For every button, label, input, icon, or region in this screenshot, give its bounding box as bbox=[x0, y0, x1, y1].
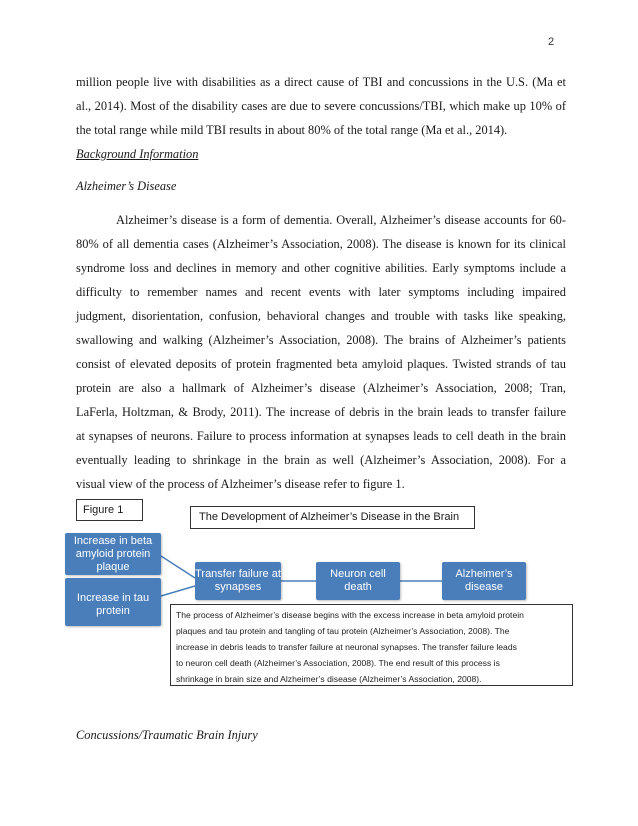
text-line: eventually leading to shrinkage in the brain as well (Alzheimer’s Association, 2008). For a bbox=[76, 453, 566, 467]
section-heading: Background Information bbox=[76, 147, 199, 161]
caption-line: increase in debris leads to transfer failure at neuronal synapses. The transfer failure leads bbox=[176, 642, 517, 652]
box-line: plaque bbox=[96, 561, 130, 573]
text-line: protein are also a hallmark of Alzheimer’s disease (Alzheimer’s Association, 2008; Tran, bbox=[76, 381, 566, 395]
figure-title: The Development of Alzheimer’s Disease in the Brain bbox=[190, 506, 475, 529]
box-neuron-death bbox=[316, 562, 400, 600]
box-text: Increase in tau protein bbox=[76, 592, 150, 617]
box-alzheimers-disease bbox=[442, 562, 526, 600]
text-line: the total range while mild TBI results in about 80% of the total range (Ma et al., 2014). bbox=[76, 123, 508, 137]
caption-line: to neuron cell death (Alzheimer’s Association, 2008). The end result of this process is bbox=[176, 658, 500, 668]
box-text: Transfer failure at synapses bbox=[195, 568, 281, 593]
text-line: syndrome loss and declines in memory and other cognitive abilities. Early symptoms include a bbox=[76, 261, 566, 275]
caption-line: shrinkage in brain size and Alzheimer’s disease (Alzheimer’s Association, 2008). bbox=[176, 674, 482, 684]
box-tau-protein bbox=[65, 578, 161, 626]
box-beta-amyloid bbox=[65, 533, 161, 575]
box-line: amyloid protein bbox=[75, 548, 151, 560]
connector-line bbox=[161, 556, 195, 578]
box-transfer-failure bbox=[195, 562, 281, 600]
box-text: Neuron cell death bbox=[330, 568, 386, 593]
subheading: Alzheimer’s Disease bbox=[76, 179, 177, 193]
text-line: difficulty to remember names and recent events with later symptoms including impaired bbox=[76, 285, 566, 299]
caption-line: The process of Alzheimer’s disease begins with the excess increase in beta amyloid protein bbox=[176, 610, 524, 620]
text-line: visual view of the process of Alzheimer’s disease refer to figure 1. bbox=[76, 477, 405, 491]
text-line: 80% of all dementia cases (Alzheimer’s Association, 2008). The disease is known for its clinical bbox=[76, 237, 566, 251]
text-line: swallowing and walking (Alzheimer’s Association, 2008). The brains of Alzheimer’s patients bbox=[76, 333, 566, 347]
text-line: Alzheimer’s disease is a form of dementia. Overall, Alzheimer’s disease accounts for 60- bbox=[116, 213, 566, 227]
text-line: al., 2014). Most of the disability cases are due to severe concussions/TBI, which make up 10% of bbox=[76, 99, 566, 113]
box-line: Increase in beta bbox=[73, 535, 153, 547]
text-line: LaFerla, Holtzman, & Brody, 2011). The increase of debris in the brain leads to transfer failure bbox=[76, 405, 566, 419]
page-number: 2 bbox=[548, 36, 555, 48]
next-heading: Concussions/Traumatic Brain Injury bbox=[76, 728, 258, 742]
caption-line: plaques and tau protein and tangling of tau protein (Alzheimer’s Association, 2008). The bbox=[176, 626, 510, 636]
text-line: at synapses of neurons. Failure to process information at synapses leads to cell death in the brain bbox=[76, 429, 566, 443]
connector-line bbox=[161, 586, 195, 596]
text-line: million people live with disabilities as a direct cause of TBI and concussions in the U.S. (Ma et bbox=[76, 75, 566, 89]
text-line: consist of elevated deposits of protein fragmented beta amyloid plaques. Twisted strands of tau bbox=[76, 357, 566, 371]
figure-label: Figure 1 bbox=[76, 499, 143, 521]
text-line: judgment, disorientation, confusion, behavioral changes and trouble with tasks like speaking, bbox=[76, 309, 566, 323]
box-text: Alzheimer’s disease bbox=[455, 568, 513, 593]
figure-caption bbox=[170, 604, 573, 686]
